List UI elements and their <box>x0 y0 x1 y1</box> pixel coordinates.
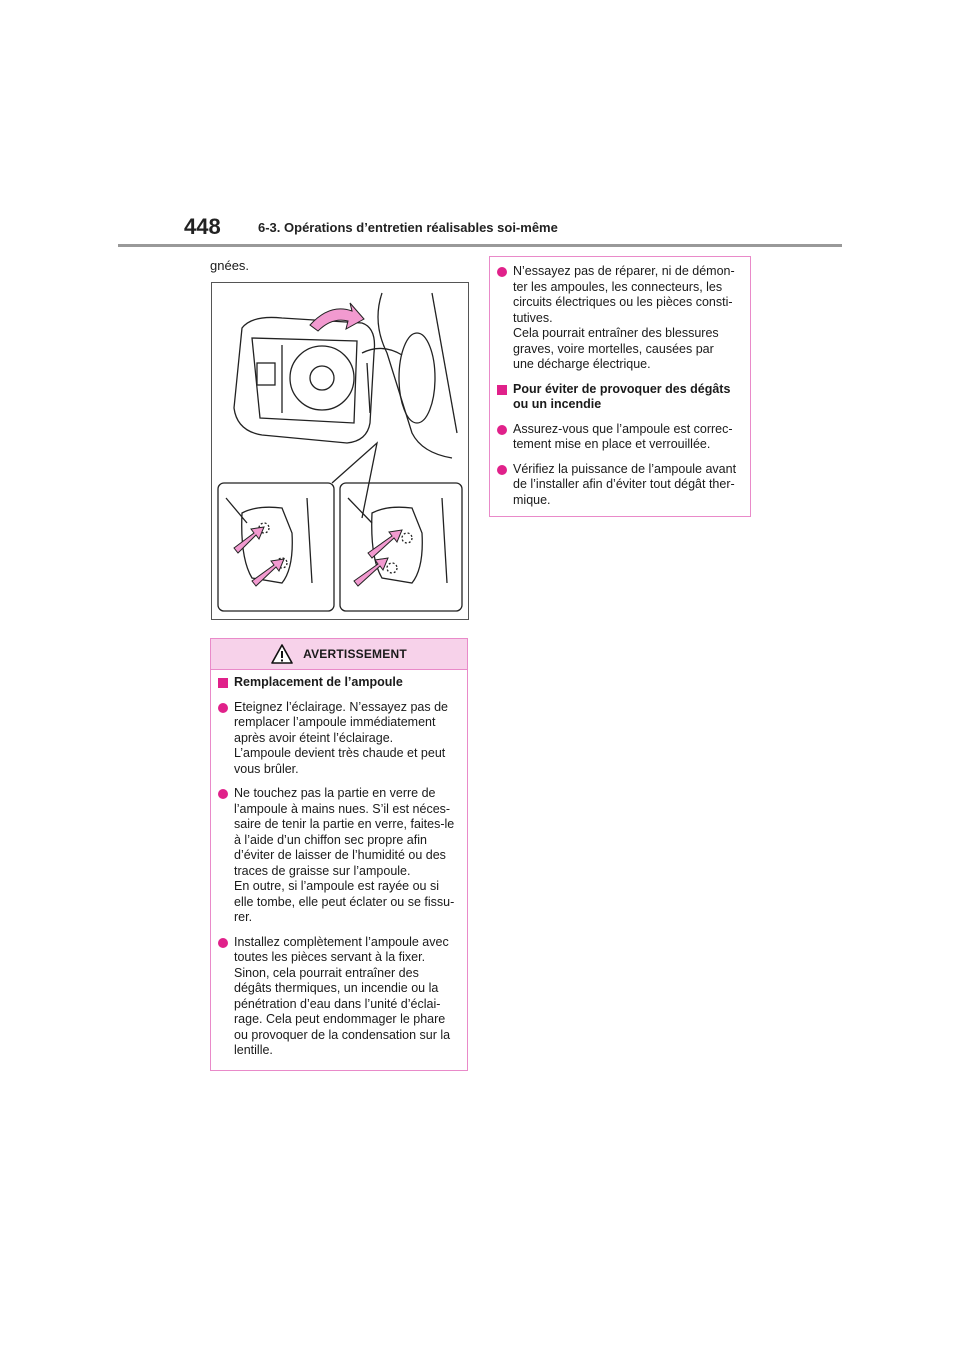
lamp-socket <box>310 366 334 390</box>
headlamp-diagram <box>212 283 468 619</box>
leader-lines <box>332 443 377 518</box>
pink-arrow-icon <box>234 527 264 553</box>
intro-text: gnées. <box>210 258 250 273</box>
warning-content <box>211 670 467 1059</box>
body-panel <box>378 293 452 458</box>
headlamp-illustration <box>211 282 469 620</box>
body-line <box>432 293 457 433</box>
lamp-socket-ring <box>290 346 354 410</box>
body-cutout <box>399 333 435 423</box>
caution-heading: Pour éviter de provoquer des dégâts ou un incendie <box>496 382 744 413</box>
caution-item: Vérifiez la puissance de l’ampoule avant de l’installer afin d’éviter tout dégât ther- mique. <box>496 462 744 509</box>
bullet-icon <box>497 267 507 277</box>
page-number: 448 <box>184 214 221 239</box>
square-bullet-icon <box>497 385 507 395</box>
warning-item: Eteignez l’éclairage. N’essayez pas de remplacer l’ampoule immédiatement après avoir éteint l’éclairage. L’ampoule devient très chaude et peut vous brûler. <box>217 700 461 778</box>
warning-box <box>210 638 468 1071</box>
caution-box <box>489 256 751 517</box>
caution-content <box>490 257 750 508</box>
warning-item: Ne touchez pas la partie en verre de l’ampoule à mains nues. S’il est néces- saire de tenir la partie en verre, faites-le à l’aide d’un chiffon sec propre afin d’éviter de laisser de l’humidité ou des traces de graisse sur l’ampoule. En outre, si l’ampoule est rayée ou si elle tombe, elle peut éclater ou se fissu- rer. <box>217 786 461 926</box>
caution-item: Assurez-vous que l’ampoule est correc- tement mise en place et verrouillée. <box>496 422 744 453</box>
warning-title: AVERTISSEMENT <box>303 647 407 661</box>
pink-arrow-icon <box>354 558 388 586</box>
clip-point <box>402 533 412 543</box>
bullet-icon <box>497 425 507 435</box>
square-bullet-icon <box>218 678 228 688</box>
warning-item: Installez complètement l’ampoule avec toutes les pièces servant à la fixer. Sinon, cela pourrait entraîner des dégâts thermiques, un incendie ou la pénétration d’eau dans l’unité d’éclai- rage. Cela peut endommager le phare ou provoquer de la condensation sur la lentille. <box>217 935 461 1059</box>
bullet-icon <box>218 789 228 799</box>
warning-header <box>211 639 467 670</box>
bullet-icon <box>218 938 228 948</box>
pink-arrow-icon <box>310 303 364 331</box>
detail-panel-right <box>340 483 462 611</box>
caution-item: N’essayez pas de réparer, ni de démon- ter les ampoules, les connecteurs, les circuits électriques ou les pièces consti- tutives. Cela pourrait entraîner des blessures graves, voire mortelles, causées par une décharge électrique. <box>496 264 744 373</box>
warning-heading: Remplacement de l’ampoule <box>217 675 461 691</box>
header-rule <box>118 244 842 247</box>
mirror-frame-lines <box>226 498 447 583</box>
bullet-icon <box>218 703 228 713</box>
clip-point <box>387 563 397 573</box>
lamp-connector <box>257 363 275 385</box>
section-title: 6-3. Opérations d’entretien réalisables soi-même <box>258 220 558 235</box>
warning-triangle-icon <box>271 644 293 664</box>
wiring <box>362 348 402 355</box>
bullet-icon <box>497 465 507 475</box>
